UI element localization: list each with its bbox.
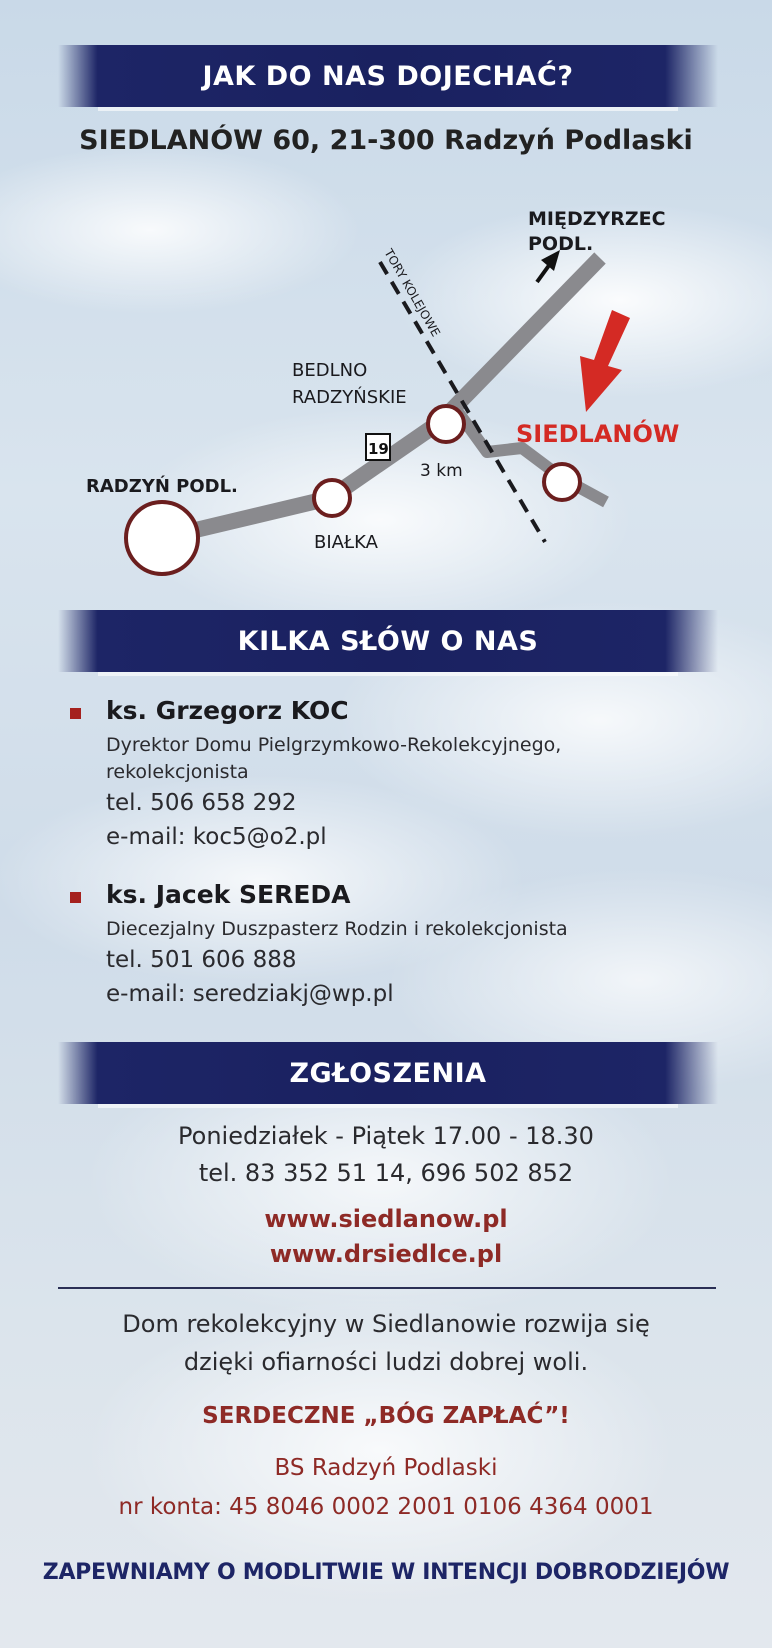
donation-text: dzięki ofiarności ludzi dobrej woli. [183,1348,589,1376]
destination-north: MIĘDZYRZEC [528,208,666,230]
person-email: e-mail: koc5@o2.pl [106,824,327,850]
bullet-icon [70,892,81,903]
town-bedlno-label-2: RADZYŃSKIE [292,387,407,408]
target-label: SIEDLANÓW [516,420,680,448]
person-role: Dyrektor Domu Pielgrzymkowo-Rekolekcyjnego, [106,734,562,756]
route-map [0,180,772,600]
footer-prayer: ZAPEWNIAMY O MODLITWIE W INTENCJI DOBRODZIEJÓW [42,1560,730,1585]
distance-label: 3 km [420,461,463,481]
person-phone: tel. 506 658 292 [106,790,297,816]
town-radzyn-circle [126,502,198,574]
person-email: e-mail: seredziakj@wp.pl [106,981,394,1007]
bank-account: nr konta: 45 8046 0002 2001 0106 4364 0001 [118,1494,654,1520]
person-role: Diecezjalny Duszpasterz Rodzin i rekolekcjonista [106,918,568,940]
divider [58,1287,716,1289]
about-banner [58,610,718,672]
town-siedlanow-circle [544,464,580,500]
thanks-heading: SERDECZNE „BÓG ZAPŁAĆ”! [202,1403,570,1429]
bullet-icon [70,708,81,719]
office-hours: Poniedziałek - Piątek 17.00 - 18.30 [178,1122,594,1150]
town-bedlno-circle [428,406,464,442]
town-bialka-label: BIAŁKA [314,532,378,553]
north-arrow-shaft [537,264,550,282]
about-title: KILKA SŁÓW O NAS [237,625,539,657]
target-arrow-icon [580,310,630,412]
directions-title: JAK DO NAS DOJECHAĆ? [202,60,574,92]
website-link-drsiedlce[interactable]: www.drsiedlce.pl [269,1240,503,1268]
road-number: 19 [368,440,389,458]
person-name: ks. Grzegorz KOC [106,696,349,725]
railway-label: TORY KOLEJOWE [381,246,443,340]
person-name: ks. Jacek SEREDA [106,880,351,909]
person-card [70,880,750,1011]
person-role: rekolekcjonista [106,761,249,783]
person-card [70,696,750,854]
website-link-siedlanow[interactable]: www.siedlanow.pl [264,1205,508,1233]
person-phone: tel. 501 606 888 [106,947,297,973]
registration-title: ZGŁOSZENIA [289,1057,487,1089]
address: SIEDLANÓW 60, 21-300 Radzyń Podlaski [79,125,693,156]
directions-banner [58,45,718,107]
bank-name: BS Radzyń Podlaski [274,1455,498,1481]
destination-north-2: PODL. [528,233,594,255]
registration-banner [58,1042,718,1104]
town-bialka-circle [314,480,350,516]
donation-text: Dom rekolekcyjny w Siedlanowie rozwija się [122,1310,650,1338]
town-radzyn-label: RADZYŃ PODL. [86,476,238,497]
town-bedlno-label-1: BEDLNO [292,360,368,381]
registration-phones: tel. 83 352 51 14, 696 502 852 [198,1159,574,1187]
